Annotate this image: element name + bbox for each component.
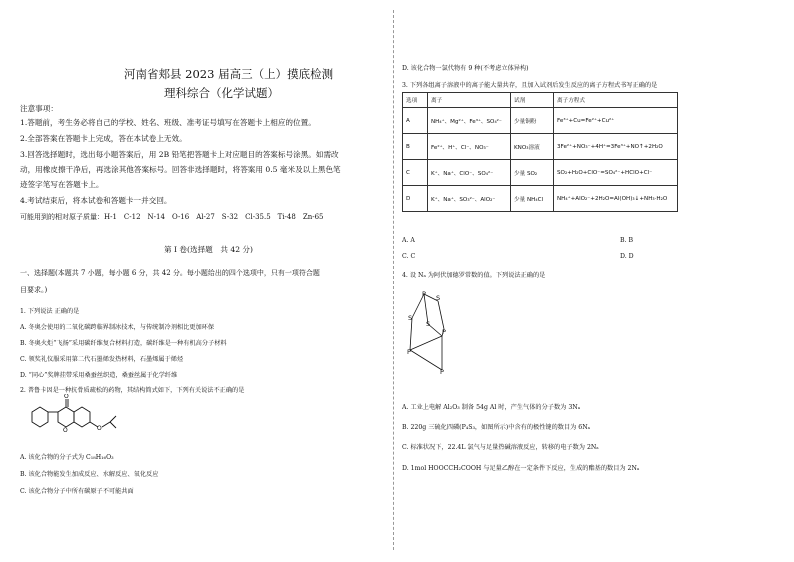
notice-line: 2.全部答案在答题卡上完成，答在本试卷上无效。 [20, 134, 187, 143]
column-divider [393, 10, 394, 550]
atomic-masses: 可能用到的相对原子质量：H-1 C-12 N-14 O-16 Al-27 S-32 Cl-35.5 Ti-48 Zn-65 [20, 213, 324, 221]
question-1-option: D. “同心”奖牌挂带采用桑蚕丝织造，桑蚕丝属于化学纤维 [20, 372, 178, 379]
sulfur-atom: S [408, 314, 413, 322]
ion-table [402, 92, 678, 212]
table-cell: 少量 NH₄Cl [511, 186, 554, 212]
question-4-stem: 4. 设 Nₐ 为阿伏加德罗常数的值。下列说法正确的是 [402, 272, 546, 279]
oxygen-label: O [64, 394, 69, 400]
oxygen-label: O [97, 425, 102, 432]
phosphorus-atom: P [440, 368, 444, 376]
table-row [403, 134, 678, 160]
sulfur-atom: S [436, 294, 441, 302]
notice-line: 4.考试结束后，将本试卷和答题卡一并交回。 [20, 196, 172, 205]
question-4-option: A. 工业上电解 Al₂O₃ 制备 54g Al 时，产生气体的分子数为 3Nₐ [402, 404, 581, 411]
table-cell: K⁺、Na⁺、ClO⁻、SO₄²⁻ [428, 160, 511, 186]
table-header-row [403, 93, 678, 108]
question-1-option: A. 冬奥会使用的二氧化碳跨临界制冰技术，与传统制冷剂相比更加环保 [20, 324, 215, 331]
question-2-option: D. 该化合物一氯代物有 9 种(不考虑立体异构) [402, 65, 529, 72]
table-header-cell: 离子 [428, 93, 511, 108]
table-cell: 少量铜粉 [511, 108, 554, 134]
table-cell: A [403, 108, 428, 134]
question-2-option: C. 该化合物分子中所有碳原子不可能共面 [20, 488, 134, 495]
table-cell: KNO₃溶液 [511, 134, 554, 160]
table-cell: Fe²⁺、H⁺、Cl⁻、NO₃⁻ [428, 134, 511, 160]
notice-line: 1.答题前，考生务必将自己的学校、姓名、班级、准考证号填写在答题卡上相应的位置。 [20, 118, 316, 127]
question-3-option: C. C [402, 253, 416, 260]
question-1-stem: 1. 下列说法 正确的是 [20, 308, 80, 315]
exam-subtitle: 理科综合（化学试题） [164, 86, 279, 100]
table-cell: 少量 SO₂ [511, 160, 554, 186]
question-1-option: C. 领奖礼仪服采用第二代石墨烯发热材料，石墨烯属于烯烃 [20, 356, 184, 363]
p4s3-structure-diagram [402, 284, 472, 384]
table-header-cell: 选项 [403, 93, 428, 108]
notice-heading: 注意事项： [20, 104, 58, 113]
question-4-option: C. 标准状况下，22.4L 氯气与足量热碱溶液反应，转移的电子数为 2Nₐ [402, 444, 599, 451]
sulfur-atom: S [426, 320, 431, 328]
question-3-option: A. A [402, 237, 415, 244]
question-1-option: B. 冬奥火炬“飞扬”采用碳纤维复合材料打造，碳纤维是一种有机高分子材料 [20, 340, 227, 347]
question-4-option: B. 220g 三硫化四磷(P₄S₃，如图所示)中含有的极性键的数目为 6Nₐ [402, 424, 591, 431]
question-2-option: B. 该化合物能发生加成反应、水解反应、氧化反应 [20, 471, 159, 478]
table-cell: 3Fe²⁺+NO₃⁻+4H⁺=3Fe³⁺+NO↑+2H₂O [554, 134, 678, 160]
table-cell: B [403, 134, 428, 160]
exam-title: 河南省郏县 2023 届高三（上）摸底检测 [124, 67, 334, 81]
table-row [403, 160, 678, 186]
section-intro: 一、选择题(本题共 7 小题，每小题 6 分，共 42 分。每小题给出的四个选项中，只有一项符合题 [20, 269, 320, 277]
question-3-stem: 3. 下列各组离子溶液中的离子能大量共存，且加入试剂后发生反应的离子方程式书写正确的是 [402, 82, 658, 89]
table-cell: NH₄⁺、Mg²⁺、Fe³⁺、SO₄²⁻ [428, 108, 511, 134]
isoflavone-structure-diagram [22, 394, 197, 454]
table-cell: SO₂+H₂O+ClO⁻=SO₄²⁻+HClO+Cl⁻ [554, 160, 678, 186]
question-3-option: B. B [620, 237, 634, 244]
section-intro: 目要求。) [20, 286, 48, 294]
notice-line: 3.回答选择题时，选出每小题答案后，用 2B 铅笔把答题卡上对应题目的答案标号涂黑。如需改 [20, 150, 339, 159]
table-cell: Fe³⁺+Cu=Fe²⁺+Cu²⁺ [554, 108, 678, 134]
phosphorus-atom: P [422, 290, 426, 298]
question-4-option: D. 1mol HOOCCH₂COOH 与足量乙醇在一定条件下反应，生成的酯基的数目为 2Nₐ [402, 465, 640, 472]
table-header-cell: 离子方程式 [554, 93, 678, 108]
table-cell: NH₄⁺+AlO₂⁻+2H₂O=Al(OH)₃↓+NH₃·H₂O [554, 186, 678, 212]
table-row [403, 108, 678, 134]
table-cell: D [403, 186, 428, 212]
question-3-option: D. D [620, 253, 634, 260]
oxygen-label: O [63, 427, 68, 434]
table-cell: K⁺、Na⁺、SO₃²⁻、AlO₂⁻ [428, 186, 511, 212]
notice-line: 迹签字笔写在答题卡上。 [20, 180, 104, 189]
notice-line: 动，用橡皮擦干净后，再选涂其他答案标号。回答非选择题时，将答案用 0.5 毫米及以上黑色笔 [20, 165, 341, 174]
table-row [403, 186, 678, 212]
phosphorus-atom: P [407, 348, 411, 356]
table-header-cell: 试剂 [511, 93, 554, 108]
question-2-option: A. 该化合物的分子式为 C₁₈H₁₆O₃ [20, 454, 114, 461]
table-cell: C [403, 160, 428, 186]
question-2-stem: 2. 普鲁卡因是一种抗骨质疏松的药物，其结构简式如下，下列有关说法不正确的是 [20, 387, 245, 394]
phosphorus-atom: P [442, 328, 446, 336]
part-title: 第 Ⅰ 卷(选择题 共 42 分) [164, 245, 253, 254]
